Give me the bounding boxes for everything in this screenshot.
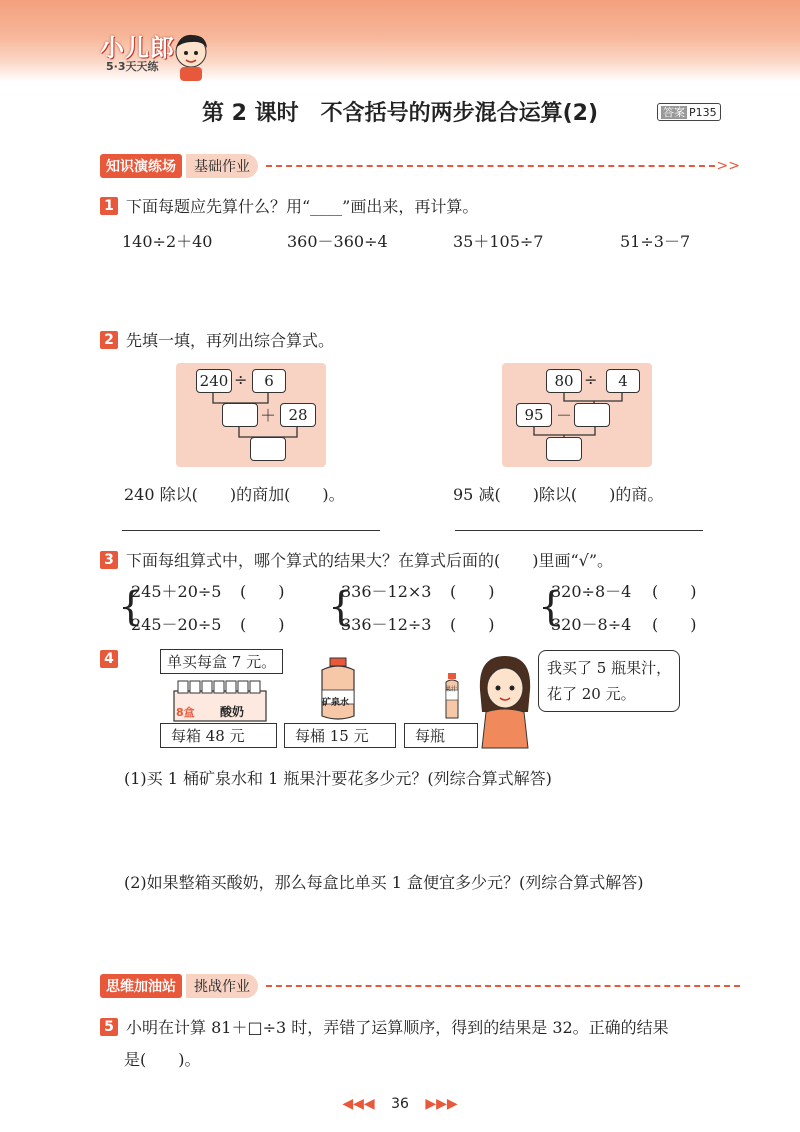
dashed-divider bbox=[266, 165, 715, 167]
compare-group bbox=[341, 575, 432, 641]
value-box: 4 bbox=[606, 369, 640, 393]
section-subtitle: 挑战作业 bbox=[186, 974, 258, 998]
operator: － bbox=[556, 406, 573, 425]
value-box: 28 bbox=[280, 403, 316, 427]
answer-line[interactable] bbox=[122, 530, 380, 531]
question-number: 3 bbox=[100, 551, 118, 569]
answer-label: 答案 bbox=[663, 106, 685, 119]
question-number: 1 bbox=[100, 197, 118, 215]
answer-paren[interactable]: ( ) bbox=[240, 582, 285, 601]
answer-page: P135 bbox=[689, 106, 717, 119]
girl-character-icon bbox=[470, 650, 540, 750]
section-tag: 知识演练场 bbox=[100, 154, 182, 178]
crate-count: 8盒 bbox=[176, 706, 195, 719]
question-text: 先填一填，再列出综合算式。 bbox=[126, 331, 335, 350]
fill-sentence: 95 减( )除以( )的商。 bbox=[453, 485, 664, 504]
answer-paren[interactable]: ( ) bbox=[652, 582, 697, 601]
brace: { bbox=[538, 584, 564, 630]
answer-reference[interactable] bbox=[657, 103, 721, 121]
value-box: 80 bbox=[546, 369, 582, 393]
expression: 245＋20÷5 bbox=[131, 582, 222, 601]
question-number: 2 bbox=[100, 331, 118, 349]
speech-line: 我买了 5 瓶果汁， bbox=[547, 659, 672, 677]
juice-bottle-icon bbox=[442, 672, 462, 720]
compare-group bbox=[551, 575, 631, 641]
expression: 51÷3－7 bbox=[620, 232, 691, 251]
section-tag: 思维加油站 bbox=[100, 974, 182, 998]
answer-parens[interactable] bbox=[450, 575, 495, 641]
brace: { bbox=[328, 584, 354, 630]
question-text: 小明在计算 81＋□÷3 时，弄错了运算顺序，得到的结果是 32。正确的结果 bbox=[126, 1018, 669, 1037]
answer-paren[interactable]: ( ) bbox=[240, 615, 285, 634]
expression: 140÷2＋40 bbox=[122, 232, 213, 251]
price-tag-bucket: 每桶 15 元 bbox=[284, 723, 396, 748]
prev-arrows-icon: ◀◀◀ bbox=[342, 1096, 375, 1112]
next-arrows-icon: ▶▶▶ bbox=[425, 1096, 458, 1112]
page-title: 第 2 课时 不含括号的两步混合运算(2) bbox=[201, 101, 599, 126]
expression: 336－12×3 bbox=[341, 582, 432, 601]
sub-question: (2)如果整箱买酸奶，那么每盒比单买 1 盒便宜多少元？(列综合算式解答) bbox=[124, 873, 644, 892]
section-challenge-header bbox=[100, 974, 740, 998]
question-text: 下面每组算式中，哪个算式的结果大？在算式后面的( )里画“√”。 bbox=[126, 551, 614, 570]
water-label: 矿泉水 bbox=[322, 698, 350, 708]
crate-label: 酸奶 bbox=[220, 705, 245, 719]
speech-bubble bbox=[538, 650, 680, 712]
fill-sentence: 240 除以( )的商加( )。 bbox=[124, 485, 345, 504]
expression: 320－8÷4 bbox=[551, 615, 632, 634]
price-tag-bottle: 每瓶 bbox=[404, 723, 478, 748]
question-number: 5 bbox=[100, 1018, 118, 1036]
expression: 360－360÷4 bbox=[287, 232, 388, 251]
question-text: 是( )。 bbox=[124, 1050, 201, 1069]
flow-diagram-left bbox=[176, 363, 326, 467]
speech-line: 花了 20 元。 bbox=[547, 685, 636, 703]
answer-paren[interactable]: ( ) bbox=[450, 615, 495, 634]
answer-parens[interactable] bbox=[652, 575, 697, 641]
operator: ÷ bbox=[234, 370, 248, 389]
brace: { bbox=[118, 584, 144, 630]
mascot-boy-icon bbox=[168, 30, 214, 82]
question-number: 4 bbox=[100, 650, 118, 668]
value-box: 95 bbox=[516, 403, 552, 427]
double-chevron-icon: >> bbox=[716, 158, 740, 174]
answer-parens[interactable] bbox=[240, 575, 285, 641]
expression: 320÷8－4 bbox=[551, 582, 632, 601]
answer-paren[interactable]: ( ) bbox=[652, 615, 697, 634]
sub-question: (1)买 1 桶矿泉水和 1 瓶果汁要花多少元？(列综合算式解答) bbox=[124, 769, 552, 788]
answer-blank-box[interactable] bbox=[546, 437, 582, 461]
value-box: 6 bbox=[252, 369, 286, 393]
operator: ÷ bbox=[584, 370, 598, 389]
expression: 245－20÷5 bbox=[131, 615, 222, 634]
section-basic-header bbox=[100, 154, 740, 178]
page-number: 36 bbox=[391, 1096, 409, 1112]
brand-subtitle: 5·3天天练 bbox=[106, 60, 159, 73]
dashed-divider bbox=[266, 985, 740, 987]
water-bucket-icon bbox=[316, 656, 360, 722]
compare-group bbox=[131, 575, 222, 641]
page-footer bbox=[0, 1096, 800, 1112]
answer-blank-box[interactable] bbox=[222, 403, 258, 427]
answer-blank-box[interactable] bbox=[574, 403, 610, 427]
flow-diagram-right bbox=[502, 363, 652, 467]
section-subtitle: 基础作业 bbox=[186, 154, 258, 178]
answer-blank-box[interactable] bbox=[250, 437, 286, 461]
juice-label: 果汁 bbox=[445, 686, 458, 693]
expression: 336－12÷3 bbox=[341, 615, 432, 634]
brand-logo: 小儿郎 bbox=[100, 34, 175, 62]
answer-paren[interactable]: ( ) bbox=[450, 582, 495, 601]
expression: 35＋105÷7 bbox=[453, 232, 544, 251]
price-tag-box: 每箱 48 元 bbox=[160, 723, 277, 748]
question-text: 下面每题应先算什么？用“____”画出来，再计算。 bbox=[126, 197, 479, 216]
value-box: 240 bbox=[196, 369, 232, 393]
single-price-note: 单买每盒 7 元。 bbox=[160, 649, 283, 674]
answer-line[interactable] bbox=[455, 530, 703, 531]
operator: ＋ bbox=[260, 406, 277, 425]
